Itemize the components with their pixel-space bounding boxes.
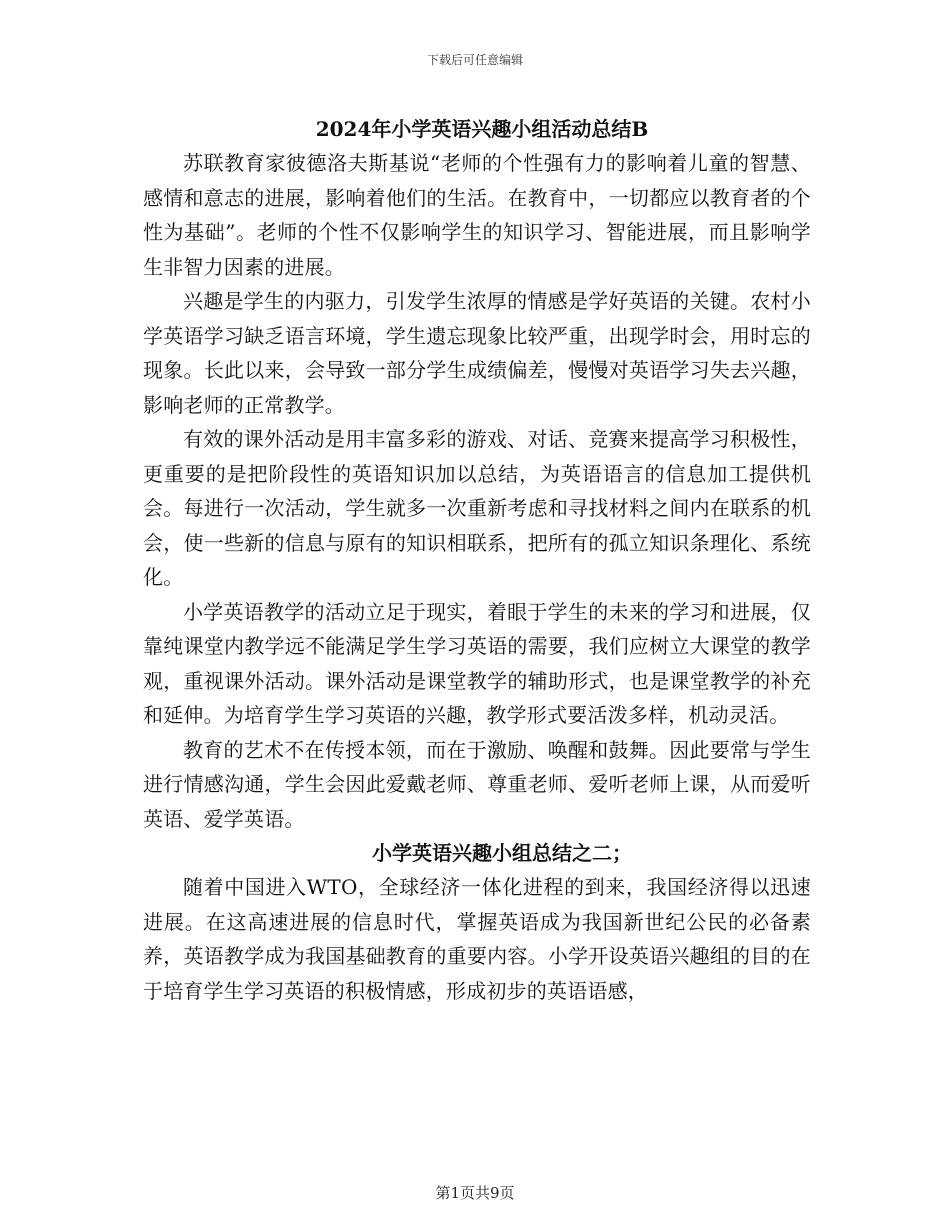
paragraph: 教育的艺术不在传授本领，而在于激励、唤醒和鼓舞。因此要常与学生进行情感沟通，学生会因此爱戴老师、尊重老师、爱听老师上课，从而爱听英语、爱学英语。 — [143, 737, 811, 831]
document-title: 2024年小学英语兴趣小组活动总结B — [315, 117, 649, 141]
section-heading: 小学英语兴趣小组总结之二； — [372, 841, 632, 865]
paragraph: 随着中国进入WTO，全球经济一体化进程的到来，我国经济得以迅速进展。在这高速进展的信息时代，掌握英语成为我国新世纪公民的必备素养，英语教学成为我国基础教育的重要内容。小学开设英语兴趣组的目的在于培育学生学习英语的积极情感，形成初步的英语语感， — [143, 875, 811, 1003]
paragraph: 兴趣是学生的内驱力，引发学生浓厚的情感是学好英语的关键。农村小学英语学习缺乏语言环境，学生遗忘现象比较严重，出现学时会，用时忘的现象。长此以来，会导致一部分学生成绩偏差，慢慢对英语学习失去兴趣，影响老师的正常教学。 — [143, 289, 811, 417]
page-header-note: 下载后可任意编辑 — [426, 53, 523, 67]
document-body — [143, 112, 811, 1008]
paragraph: 小学英语教学的活动立足于现实，着眼于学生的未来的学习和进展，仅靠纯课堂内教学远不能满足学生学习英语的需要，我们应树立大课堂的教学观，重视课外活动。课外活动是课堂教学的辅助形式，也是课堂教学的补充和延伸。为培育学生学习英语的兴趣，教学形式要活泼多样，机动灵活。 — [143, 599, 811, 727]
paragraph: 有效的课外活动是用丰富多彩的游戏、对话、竞赛来提高学习积极性，更重要的是把阶段性的英语知识加以总结，为英语语言的信息加工提供机会。每进行一次活动，学生就多一次重新考虑和寻找材料之间内在联系的机会，使一些新的信息与原有的知识相联系，把所有的孤立知识条理化、系统化。 — [143, 427, 811, 589]
paragraph: 苏联教育家彼德洛夫斯基说“老师的个性强有力的影响着儿童的智慧、感情和意志的进展，影响着他们的生活。在教育中，一切都应以教育者的个性为基础”。老师的个性不仅影响学生的知识学习、智能进展，而且影响学生非智力因素的进展。 — [143, 151, 811, 279]
page-number-footer: 第1页共9页 — [435, 1184, 515, 1202]
